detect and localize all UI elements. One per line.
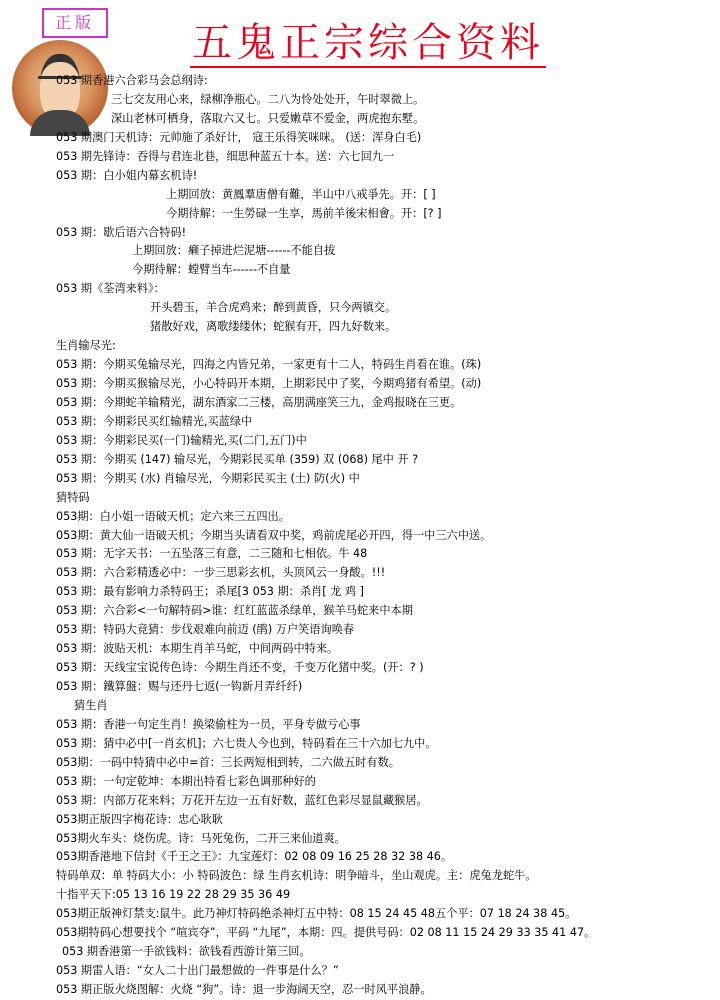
- text-line: 上期回放：癞子掉进烂泥塘------不能自拔: [132, 244, 336, 258]
- content-body: [56, 72, 706, 1000]
- text-line: 猜生肖: [74, 698, 108, 712]
- text-line: 053期火车头：烧伤虎。诗：马死兔伤，二开三来仙道爽。: [56, 831, 346, 845]
- text-line: 053 期：波贴天机：本期生肖羊马蛇，中间两码中特来。: [56, 642, 339, 656]
- text-line: 053 期先锋诗：吞得与君连北巷，细思种蓝五十本。送：六七回九一: [56, 149, 395, 163]
- text-line: 053 期：香港一句定生肖！换梁偷柱为一员，平身专做亏心事: [56, 717, 361, 731]
- page-title: 五鬼正宗综合资料: [192, 20, 544, 66]
- text-line: 053期香港地下信封《千王之王》：九宝莲灯：02 08 09 16 25 28 32 38 46。: [56, 850, 453, 864]
- text-line: 053 期：鐵算盤：赐与还丹七返(一钩新月弄纤纤): [56, 680, 303, 693]
- text-line: 053 期：特码大竞猜：步伐艰难向前迈 (鹃) 万户笑语询唤春: [56, 623, 355, 637]
- text-line: 053期：一码中特猜中必中=首：三长两短相到转，二六做五时有数。: [56, 755, 400, 769]
- text-line: 053 期：今期买 (147) 输尽光，今期彩民买单 (359) 双 (068) 尾中 开 ?: [56, 452, 419, 466]
- text-line: 今期待解：一生勞碌一生享，馬前羊後宋相會。开：[? ]: [166, 206, 442, 220]
- text-line: 深山老林可栖身，落取六又七。只爱嫩草不爱金，两虎抱东墅。: [111, 111, 425, 125]
- text-line: 053期：白小姐一语破天机；定六来三五四出。: [56, 509, 290, 523]
- text-line: 053期正版神灯禁支:鼠牛。此乃神灯特码绝杀神灯五中特：08 15 24 45 48五个平：07 18 24 38 45。: [56, 907, 577, 921]
- text-line: 053 期：一句定乾坤：本期出特看七彩色调那种好的: [56, 774, 316, 788]
- text-line: 053 期：天线宝宝说传色诗：今期生肖还不变，千变万化猪中奖。(开：? ): [56, 661, 424, 675]
- text-line: 猜特码: [56, 490, 90, 504]
- genuine-badge: 正版: [42, 8, 108, 38]
- text-line: 053 期：今期蛇羊输精光，湖东酒家二三楼，高朋满座笑三九，金鸡报晓在三更。: [56, 395, 462, 409]
- text-line: 今期待解：螳臂当车------不自量: [132, 263, 291, 277]
- text-line: 053 期香港六合彩马会总纲诗:: [56, 74, 208, 87]
- text-line: 生肖输尽光:: [56, 339, 116, 353]
- text-line: 053 期：歇后语六合特码!: [56, 225, 187, 239]
- text-line: 053 期：今期彩民买红输精光,买蓝绿中: [56, 414, 253, 428]
- text-line: 053 期：无字天书：一五坠落三有意，二三随和七相依。牛 48: [56, 547, 368, 561]
- text-line: 053 期：今期彩民买(一门)输精光,买(二门,五门)中: [56, 433, 307, 447]
- text-line: 053期特码心想要找个 “喧宾夺”，平码 “九尾”，本期：四。提供号码：02 08 11 15 24 29 33 35 41 47。: [56, 926, 596, 940]
- text-line: 053 期香港第一手欲钱料：欲钱看西游计第三回。: [62, 945, 311, 959]
- text-line: 十指平天下:05 13 16 19 22 28 29 35 36 49: [56, 888, 291, 902]
- text-line: 三七交友用心来，绿柳净瓶心。二八为怜处处开，午时翠微上。: [111, 92, 425, 106]
- title-underline: [190, 66, 546, 68]
- text-line: 053 期：白小姐内幕玄机诗!: [56, 168, 198, 182]
- text-line: 上期回放：黄鳳羣唐僧有難，半山中八戒爭先。开：[ ]: [166, 187, 436, 201]
- text-line: 053 期：今期买兔输尽光，四海之内皆兄弟，一家更有十二人，特码生肖看在谁。(珠): [56, 358, 482, 372]
- text-line: 053 期：猜中必中[一肖玄机]；六七贵人今也到，特码看在三十六加七九中。: [56, 736, 437, 750]
- text-line: 特码单双：单 特码大小：小 特码波色：绿 生肖玄机诗：明争暗斗，坐山观虎。主：虎兔龙蛇牛。: [56, 869, 537, 883]
- text-line: 053 期：最有影响力杀特码王；杀尾[3 053 期：杀肖[ 龙 鸡 ]: [56, 585, 365, 599]
- text-line: 053 期：内部万花来料；万花开左边一五有好数，蓝红色彩尽显鼠藏猴居。: [56, 793, 428, 807]
- text-line: 053 期正版火烧图解：火烧 “狗”。诗：退一步海阔天空，忍一时风平浪静。: [56, 983, 432, 996]
- text-line: 053 期：今期买 (水) 肖输尽光，今期彩民买主 (土) 防(火) 中: [56, 471, 360, 485]
- text-line: 猪散好戏，离歌缕缕休；蛇猴有开，四九好数来。: [150, 320, 397, 334]
- text-line: 053 期《荃湾来料》：: [56, 282, 165, 296]
- text-line: 053期：黄大仙一语破天机；今期当头请看双中奖，鸡前虎尾必开四，得一中三六中送。: [56, 528, 492, 542]
- text-line: 开头碧玉，羊合虎鸡来；醉到黄昏，只今两镇交。: [150, 301, 397, 315]
- text-line: 053 期：今期买猴输尽光，小心特码开本期，上期彩民中了奖，今期鸡猪有希望。(动): [56, 377, 482, 390]
- text-line: 053期正版四字梅花诗：忠心耿耿: [56, 812, 223, 826]
- text-line: 053 期澳门天机诗：元帅施了杀好计， 寇王乐得笑咪咪。 (送：浑身白毛): [56, 130, 422, 144]
- text-line: 053 期雷人语：“女人二十出门最想做的一件事是什么？”: [56, 964, 339, 978]
- text-line: 053 期：六合彩<一句解特码>谁：红红蓝蓝杀绿单，猴羊马蛇来中本期: [56, 604, 413, 618]
- text-line: 053 期：六合彩精透必中：一步三思彩玄机，头顶风云一身酸。!!!: [56, 566, 386, 580]
